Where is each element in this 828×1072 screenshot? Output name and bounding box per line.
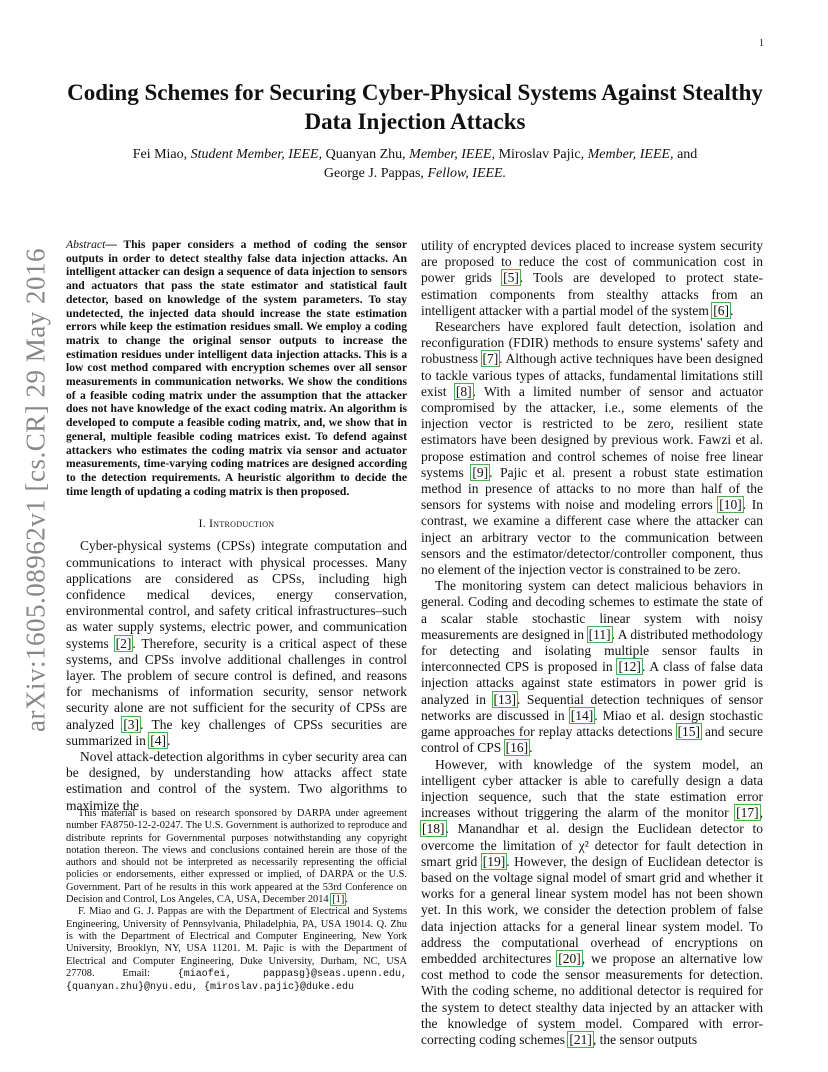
abstract-text: — This paper considers a method of coding the sensor outputs in order to detect stealthy false data injection attacks. An intelligent attacker can design a sequence of data injection to sensors and actuators that pass the state estimator and statistical fault detector, based on knowledge of the system parameters. To stay undetected, the injected data should increase the state estimation errors while keep the estimation residues small. We employ a coding matrix to change the original sensor outputs to increase the estimation residues under intelligent data injection attacks. This is a low cost method compared with encryption schemes over all sensor measurements in communication networks. We show the conditions of a feasible coding matrix under the assumption that the attacker does not have knowledge of the exact coding matrix. An algorithm is developed to compute a feasible coding matrix, and, we show that in general, multiple feasible coding matrices exist. To defend against attackers who estimates the coding matrix via sensor and actuator measurements, time-varying coding matrices are designed according to the detection requirements. A heuristic algorithm to decide the time length of updating a coding matrix is then proposed. [66,238,407,498]
citation-link[interactable]: [7] [482,351,499,367]
citation-link[interactable]: [15] [677,724,701,740]
funding-footnote [66,808,407,906]
text-run: . A distributed methodology for detecting and isolating multiple sensor faults in interconnected CPS is proposed in [421,626,763,675]
paper-title: Coding Schemes for Securing Cyber-Physical Systems Against Stealthy Data Injection Attacks [67,80,763,134]
citation-link[interactable]: [3] [123,716,140,732]
citation-link[interactable]: [5] [503,270,519,286]
citation-link[interactable]: [19] [482,853,506,869]
author-name: Quanyan Zhu, [325,147,406,162]
text-run: . A class of false data injection attacks against state estimators in power grid is analyzed in [421,659,763,707]
citation-link[interactable]: [14] [570,707,594,723]
text-run: and secure control of CPS [421,724,764,756]
text-run: . [529,740,533,756]
body-paragraph [421,757,763,1049]
section-title: Introduction [209,518,275,531]
text-run: utility of encrypted devices placed to increase system security are proposed to reduce the cost of communication cost in power grids [421,238,763,286]
author-name: Fei Miao, [132,147,188,162]
citation-link[interactable]: [6] [713,302,730,318]
author-emails: {miaofei, pappasg}@seas.upenn.edu, {quanyan.zhu}@nyu.edu, {miroslav.pajic}@duke.edu [66,968,407,994]
text-run: . Miao et al. design stochastic game approaches for replay attacks detections [421,707,764,740]
text-run: . Tools are developed to protect state-estimation components from stealthy attacks from an intelligent attacker with a partial model of the system [421,270,763,318]
abstract [66,238,407,498]
citation-link[interactable]: [18] [422,821,445,837]
abstract-label: Abstract [66,238,106,251]
right-column [421,238,763,1048]
body-paragraph [421,578,763,756]
left-column [66,238,407,814]
text-run: Cyber-physical systems (CPSs) integrate computation and communications to interact with physical processes. Many applications are considered as CPSs, including high confidence medical devices, energy conservation, environmental control, and safety critical infrastructures–such as water supply systems, electric power, and communication systems [66,538,407,651]
citation-link[interactable]: [20] [558,950,581,966]
page-number: 1 [759,38,764,49]
text-run: . Manandhar et al. design the Euclidean detector to overcome the limitation of χ² detector for fault detection in smart grid [421,821,763,869]
author-conjunction: and [677,147,698,162]
section-number: I. [198,518,206,531]
author-affiliation: Fellow, IEEE. [427,166,507,181]
citation-link[interactable]: [21] [569,1031,592,1047]
text-run: , we propose an alternative low cost method to code the sensor measurements for detection. With the coding scheme, no additional detector is required for the system to detect stealthy data injected by an attacker with the knowledge of system model. Compared with error-correcting coding schemes [421,950,763,1047]
text-run: . With a limited number of sensor and actuator compromised by the attacker, i.e., some elements of the injection vector is restricted to be zero, resilient state estimators have been designed by previous work. Fawzi et al. propose estimation and control schemes of noise free linear systems [421,383,764,480]
body-paragraph [66,538,407,749]
author-affiliation: Member, IEEE, [587,147,674,162]
text-run: . [345,894,348,906]
author-name: George J. Pappas, [323,166,424,181]
text-run: This material is based on research sponsored by DARPA under agreement number FA8750-12-2-0247. The U.S. Government is authorized to reproduce and distribute reprints for Governmental purposes notwithstanding any copyright notation thereon. The views and conclusions contained herein are those of the authors and should not be interpreted as necessarily representing the official policies or endorsements, either expressed or implied, of DARPA or the U.S. Government. Part of he results in this work appeared at the 53rd Conference on Decision and Control, Los Angeles, CA, USA, December 2014 [66,808,407,906]
author-name: Miroslav Pajic, [498,147,585,162]
citation-link[interactable]: [1] [332,894,345,906]
author-affiliation: Member, IEEE, [409,147,496,162]
text-run: . Sequential detection techniques of sensor networks are discussed in [421,691,763,723]
text-run: . The key challenges of CPSs securities are summarized in [66,716,407,748]
citation-link[interactable]: [8] [455,383,472,399]
text-run: . [730,302,734,318]
text-run: However, with knowledge of the system model, an intelligent cyber attacker is able to carefully design a data injection sequence, such that the state estimation error increases without triggering the alarm of the monitor [421,756,763,821]
citation-link[interactable]: [13] [493,691,517,707]
citation-link[interactable]: [2] [115,635,132,651]
text-run: . [166,732,171,748]
arxiv-identifier-stamp: arXiv:1605.08962v1 [cs.CR] 29 May 2016 [20,248,51,732]
text-run: . Therefore, security is a critical aspect of these systems, and CPSs involve additional challenges in control layer. The problem of secure control is defined, and reasons for mechanisms of information security, sensor network security alone are not sufficient for the security of CPSs are analyzed [66,635,407,732]
body-paragraph: Novel attack-detection algorithms in cyber security area can be designed, by understanding how attacks affect state estimation and control of the system. Two algorithms to maximize the [66,749,407,813]
text-run: . Pajic et al. present a robust state estimation method in presence of attacks to no more than half of the sensors for systems with noise and modeling errors [421,464,763,513]
author-list [80,145,750,183]
citation-link[interactable]: [12] [618,659,641,675]
text-run: . In contrast, we examine a different case where the attacker can inject an arbitrary vector to the communication between sensors and the estimator/detector/controller component, thus no element of the injection vector is constrained to be zero. [421,497,763,578]
text-run: . However, the design of Euclidean detector is based on the voltage signal model of smart grid and whether it works for a general linear system model has not been shown yet. In this work, we consider the detection problem of false data injection attacks for a general linear system model. To address the computational overhead of encryptions on embedded architectures [421,853,764,966]
citation-link[interactable]: [4] [150,732,166,748]
citation-link[interactable]: [11] [588,626,611,642]
citation-link[interactable]: [16] [505,740,529,756]
author-affiliation: Student Member, IEEE, [190,147,323,162]
text-run: , the sensor outputs [592,1031,698,1047]
citation-link[interactable]: [10] [719,497,742,513]
body-paragraph [421,319,763,578]
affiliation-footnote [66,906,407,994]
body-paragraph [421,238,763,319]
text-run: The monitoring system can detect malicious behaviors in general. Coding and decoding schemes to estimate the state of a scalar stable stochastic linear system with noisy measurements are designed in [421,578,763,642]
citation-link[interactable]: [17] [736,805,759,821]
footnotes [66,808,407,994]
text-run: Researchers have explored fault detection, isolation and reconfiguration (FDIR) methods to ensure systems' safety and robustness [421,319,763,367]
text-run: , [759,805,763,821]
citation-link[interactable]: [9] [472,464,489,480]
text-run: F. Miao and G. J. Pappas are with the Department of Electrical and Systems Engineering, University of Pennsylvania, Philadelphia, PA, USA 19014. Q. Zhu is with the Department of Electrical and Computer Engineering, New York University, Brooklyn, NY, USA 11201. M. Pajic is with the Department of Electrical and Computer Engineering, Duke University, Durham, NC, USA 27708. Email: [66,906,407,979]
section-heading [66,518,407,530]
text-run: . Although active techniques have been designed to tackle various types of attacks, fundamental limitations still exist [421,351,764,399]
